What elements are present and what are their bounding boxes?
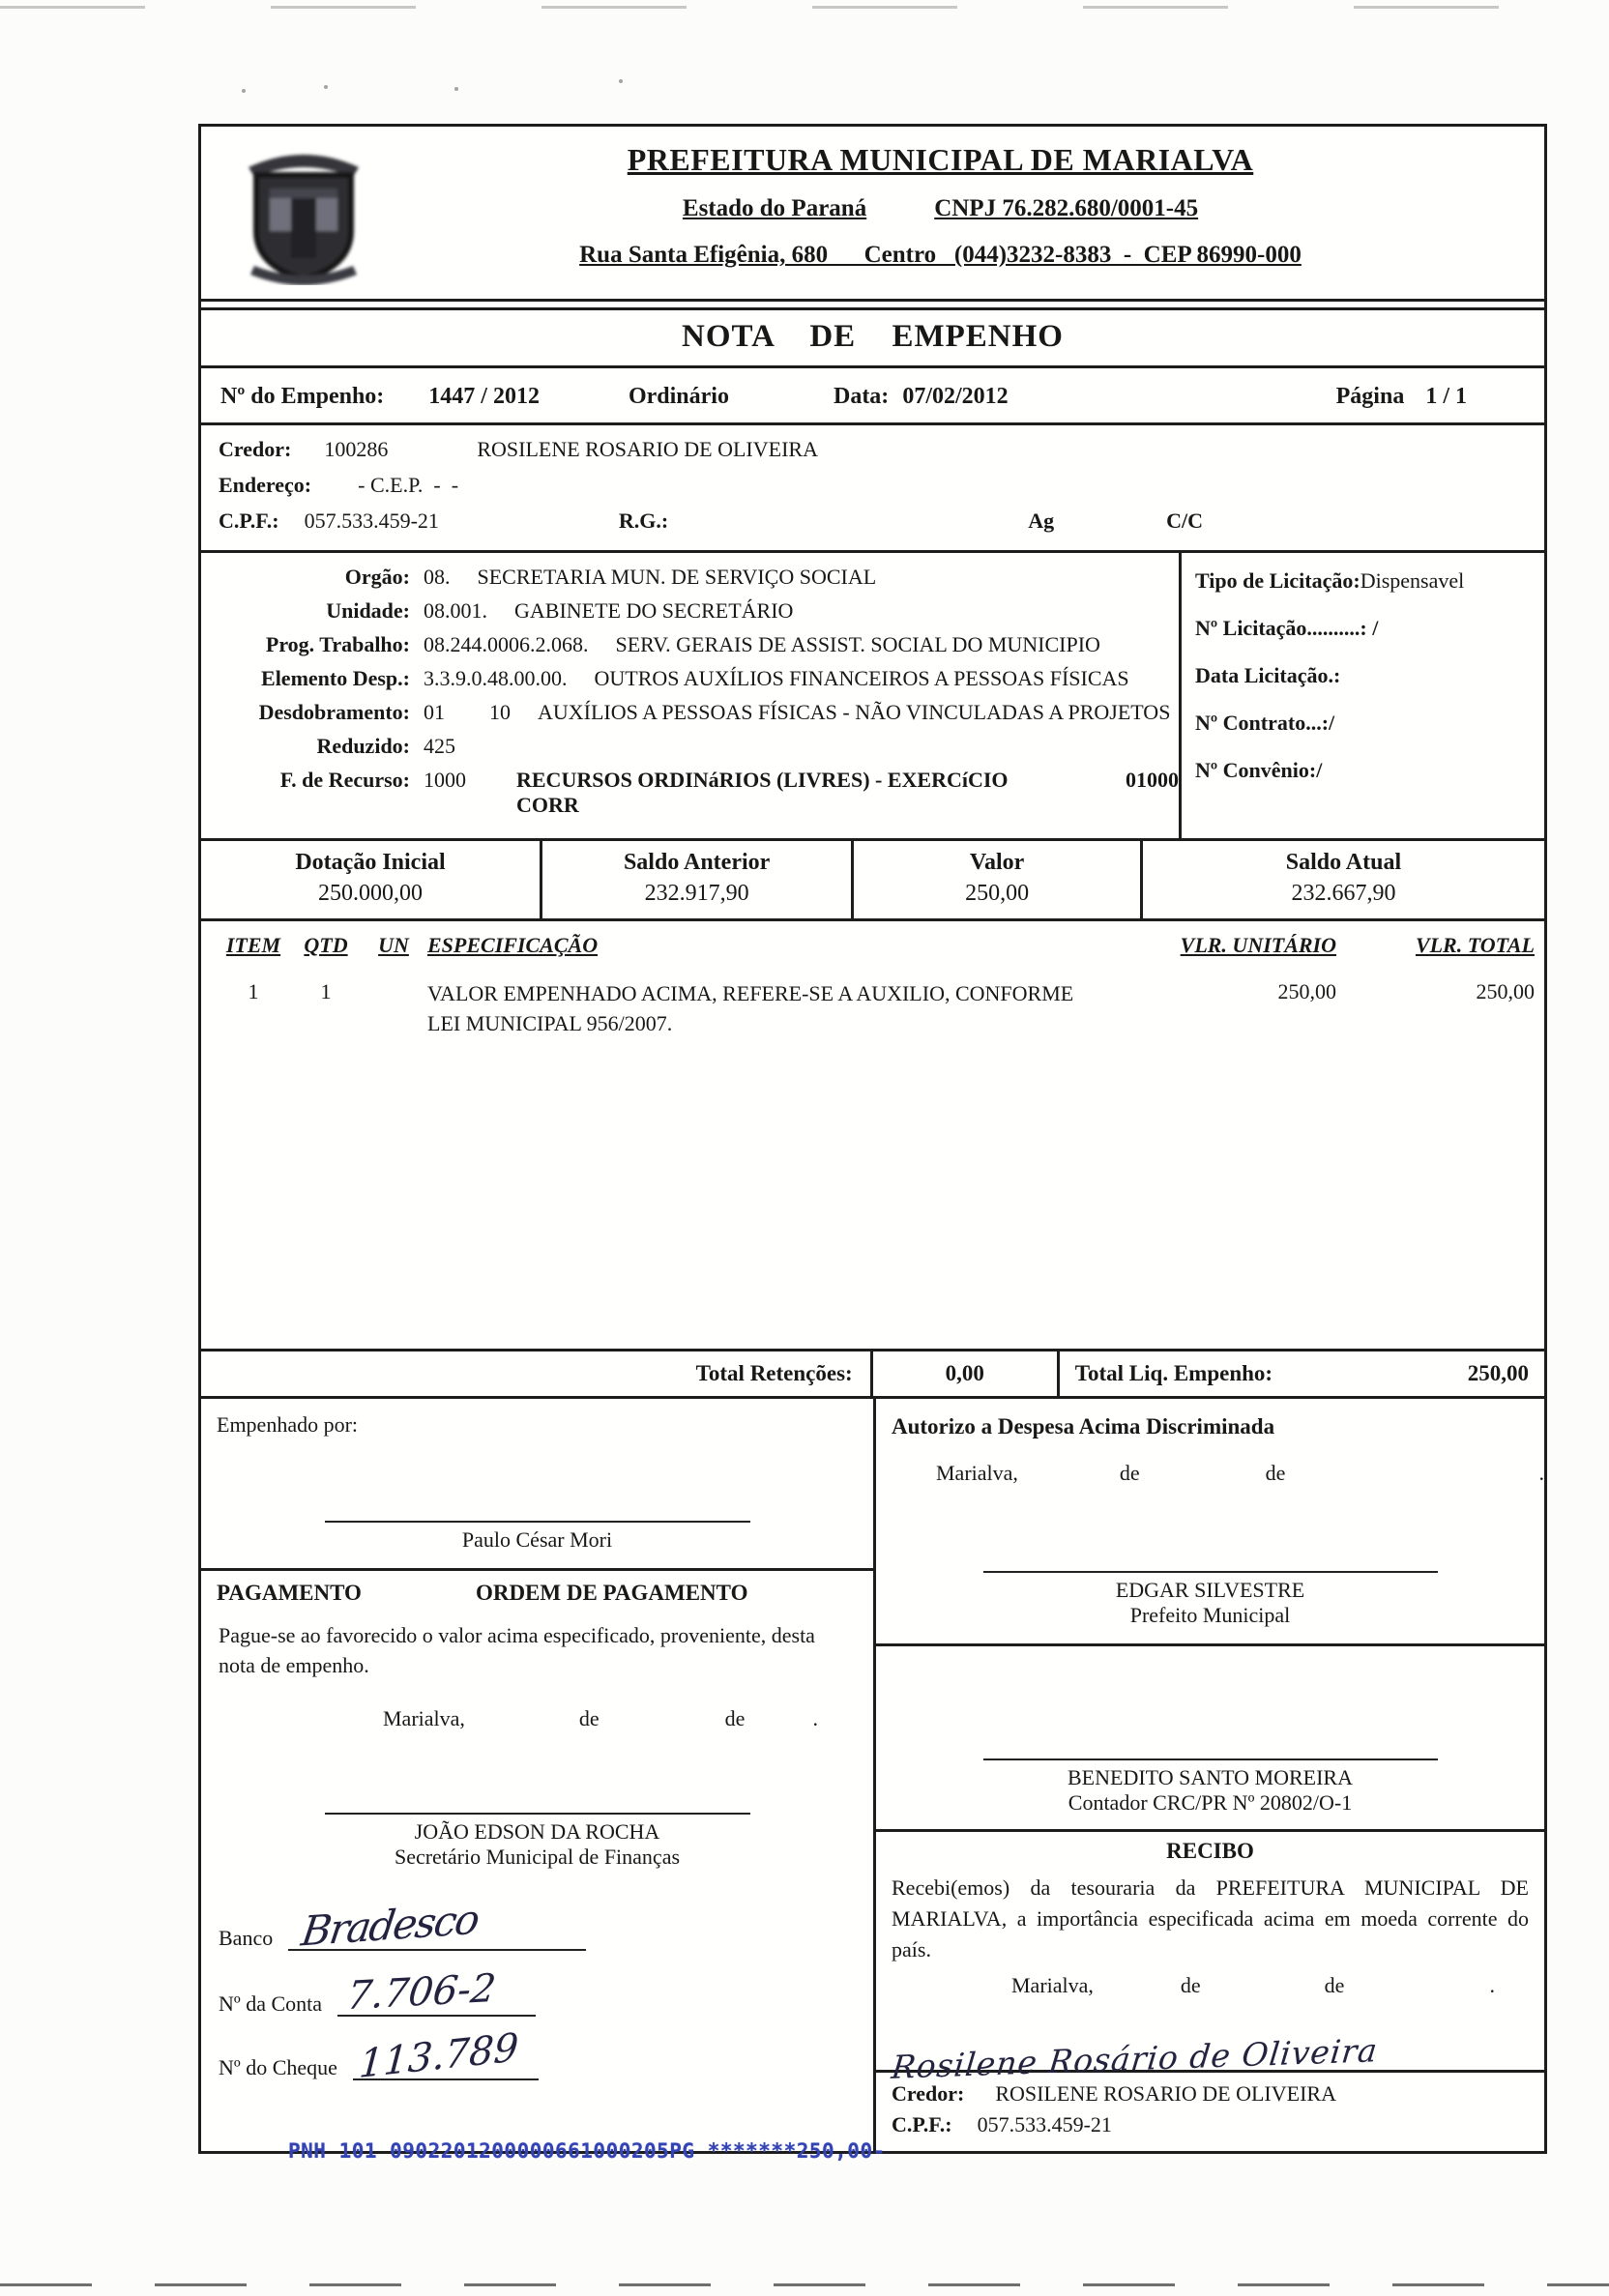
desdobramento-code1: 01	[424, 700, 445, 724]
total-retencoes-label: Total Retenções:	[695, 1361, 853, 1385]
prog-trabalho-desc: SERV. GERAIS DE ASSIST. SOCIAL DO MUNICIPIO	[615, 632, 1100, 656]
valor-label: Valor	[969, 850, 1025, 875]
orgao-label: Orgão:	[344, 565, 410, 589]
fonte-recurso-desc: RECURSOS ORDINáRIOS (LIVRES) - EXERCíCIO CORR	[516, 768, 1009, 817]
credor-signature-area	[876, 1998, 1544, 2086]
cheque-handwritten-value: 113.789	[357, 2024, 520, 2087]
orgao-desc: SECRETARIA MUN. DE SERVIÇO SOCIAL	[477, 565, 877, 589]
data-licitacao-line: Data Licitação.:	[1195, 663, 1341, 687]
period-mark: .	[1538, 1461, 1544, 1485]
de-label: de	[724, 1705, 746, 1730]
item-unit	[360, 979, 427, 1039]
de-label: de	[1265, 1461, 1286, 1485]
prog-trabalho-code: 08.244.0006.2.068.	[424, 632, 589, 656]
state-label: Estado do Paraná	[682, 195, 867, 221]
saldo-anterior-cell	[540, 841, 851, 918]
contador-title: Contador CRC/PR Nº 20802/O-1	[1068, 1790, 1353, 1815]
tipo-licitacao-label: Tipo de Licitação:	[1195, 568, 1360, 593]
cpf-label: C.P.F.:	[219, 509, 279, 533]
licitacao-box	[1179, 553, 1544, 838]
empenhado-signature-block	[325, 1521, 750, 1553]
col-especificacao-header: ESPECIFICAÇÃO	[427, 933, 599, 957]
de-label: de	[1119, 1461, 1140, 1485]
empenhado-signer-name: Paulo César Mori	[461, 1527, 613, 1552]
prog-trabalho-label: Prog. Trabalho:	[265, 632, 410, 656]
orgao-line	[205, 565, 1179, 590]
totals-row	[201, 1349, 1544, 1399]
items-table-header	[201, 921, 1544, 962]
address-label: Endereço:	[219, 473, 312, 497]
prefeito-name: EDGAR SILVESTRE	[1115, 1578, 1305, 1602]
saldo-anterior-value: 232.917,90	[644, 881, 749, 906]
rg-label: R.G.:	[618, 509, 669, 533]
tipo-licitacao-value: Dispensavel	[1360, 568, 1465, 593]
dotacao-inicial-label: Dotação Inicial	[295, 850, 446, 875]
desdobramento-label: Desdobramento:	[258, 700, 410, 724]
item-description: VALOR EMPENHADO ACIMA, REFERE-SE A AUXILIO, CONFORME LEI MUNICIPAL 956/2007.	[427, 981, 1074, 1035]
de-label: de	[1324, 1972, 1345, 1997]
cheque-row	[201, 2024, 873, 2113]
creditor-label: Credor:	[219, 437, 292, 461]
col-un-header: UN	[378, 933, 409, 957]
date-label: Data:	[833, 384, 890, 409]
unidade-desc: GABINETE DO SECRETÁRIO	[514, 598, 794, 623]
prefeito-title: Prefeito Municipal	[1129, 1603, 1291, 1627]
pagamento-text: Pague-se ao favorecido o valor acima especificado, proveniente, desta nota de empenho.	[219, 1623, 815, 1677]
contador-name: BENEDITO SANTO MOREIRA	[1068, 1765, 1353, 1789]
scan-speck	[242, 89, 246, 93]
signature-line	[325, 1813, 750, 1815]
recibo-title: RECIBO	[876, 1829, 1544, 1867]
item-qty: 1	[320, 979, 332, 1003]
creditor-code: 100286	[324, 437, 389, 461]
item-row	[201, 979, 1544, 1039]
budget-classification	[201, 553, 1544, 838]
account-label: C/C	[1166, 509, 1203, 533]
conta-write-line	[337, 1965, 536, 2019]
creditor-name: ROSILENE ROSARIO DE OLIVEIRA	[477, 437, 818, 461]
payment-column	[201, 1399, 873, 2151]
item-unit-price: 250,00	[1277, 979, 1336, 1003]
de-label: de	[578, 1705, 600, 1730]
fonte-recurso-code: 1000	[424, 768, 466, 792]
recibo-cpf-value: 057.533.459-21	[977, 2111, 1112, 2136]
reduzido-label: Reduzido:	[316, 734, 410, 758]
page-indicator	[1336, 384, 1467, 410]
desdobramento-line	[205, 700, 1179, 725]
tipo-licitacao-line	[1195, 568, 1533, 594]
contador-signature-block	[983, 1758, 1438, 1816]
machine-print-line: PNH 101 0902201200000661000205PG *******250,00-	[288, 2139, 886, 2163]
address-line: Rua Santa Efigênia, 680 Centro (044)3232-8383 - CEP 86990-000	[579, 242, 1302, 268]
city-label: Marialva,	[936, 1461, 1018, 1485]
cheque-label: Nº do Cheque	[219, 2054, 337, 2079]
address-row	[219, 473, 1527, 498]
recibo-credor-name: ROSILENE ROSARIO DE OLIVEIRA	[995, 2080, 1336, 2106]
authorization-divider	[876, 1643, 1544, 1646]
page-value: 1 / 1	[1425, 384, 1467, 409]
prefeito-signature-block	[983, 1571, 1438, 1628]
signatures-area	[201, 1399, 1544, 2151]
organization-name: PREFEITURA MUNICIPAL DE MARIALVA	[627, 142, 1254, 177]
saldo-atual-cell	[1140, 841, 1544, 918]
elemento-code: 3.3.9.0.48.00.00.	[424, 666, 568, 690]
total-liquido-label: Total Liq. Empenho:	[1074, 1361, 1273, 1385]
credor-handwritten-signature: Rosilene Rosário de Oliveira	[890, 2030, 1380, 2086]
col-vlr-total-header: VLR. TOTAL	[1415, 933, 1535, 957]
empenho-number-row	[201, 368, 1544, 425]
col-item-header: ITEM	[225, 933, 281, 957]
banco-handwritten-value: Bradesco	[298, 1894, 482, 1956]
empenho-type: Ordinário	[628, 384, 729, 409]
autorizo-title: Autorizo a Despesa Acima Discriminada	[892, 1414, 1275, 1439]
conta-handwritten-value: 7.706-2	[344, 1965, 499, 2019]
empenho-number: 1447 / 2012	[428, 384, 540, 409]
document-title: NOTA DE EMPENHO	[201, 307, 1544, 368]
cpf-value: 057.533.459-21	[304, 509, 439, 533]
valor-cell	[851, 841, 1140, 918]
empenho-number-label: Nº do Empenho:	[220, 384, 385, 409]
period-mark: .	[1489, 1972, 1495, 1997]
page-label: Página	[1335, 384, 1405, 409]
item-total: 250,00	[1476, 979, 1535, 1003]
prog-trabalho-line	[205, 632, 1179, 657]
left-city-date-line	[201, 1681, 873, 1731]
header-line2	[391, 195, 1490, 222]
signature-line	[325, 1521, 750, 1523]
header-text	[391, 138, 1529, 285]
reduzido-code: 425	[424, 734, 455, 758]
total-liquido-value: 250,00	[1467, 1361, 1529, 1385]
saldo-atual-label: Saldo Atual	[1285, 850, 1402, 875]
right-city-date-line-1	[876, 1439, 1544, 1486]
banco-label: Banco	[219, 1925, 274, 1950]
col-qtd-header: QTD	[304, 933, 348, 957]
authorization-column	[873, 1399, 1544, 2151]
scan-edge-dash-bottom	[0, 2283, 1609, 2286]
banco-row	[201, 1894, 873, 1956]
agency-label: Ag	[1028, 509, 1055, 533]
de-label: de	[1180, 1972, 1201, 1997]
conta-row	[201, 1965, 873, 2019]
signature-line	[983, 1571, 1438, 1573]
total-liquido-cell	[1057, 1351, 1544, 1396]
pagamento-label: PAGAMENTO	[217, 1581, 362, 1605]
fonte-recurso-code2: 01000	[1126, 768, 1179, 792]
items-table-body	[201, 962, 1544, 1349]
scan-speck	[619, 79, 623, 83]
saldo-anterior-label: Saldo Anterior	[623, 850, 771, 875]
classification-left	[201, 553, 1179, 838]
elemento-desc: OUTROS AUXÍLIOS FINANCEIROS A PESSOAS FÍSICAS	[594, 666, 1129, 690]
orgao-code: 08.	[424, 565, 451, 589]
banco-write-line	[288, 1894, 586, 1956]
right-city-date-line-2	[876, 1965, 1544, 1998]
cnpj-label: CNPJ 76.282.680/0001-45	[934, 195, 1199, 221]
total-retencoes-value: 0,00	[870, 1351, 1057, 1396]
elemento-label: Elemento Desp.:	[261, 666, 410, 690]
signature-line	[983, 1758, 1438, 1760]
cpf-row	[219, 509, 1527, 534]
amounts-table	[201, 838, 1544, 921]
creditor-row	[219, 437, 1527, 462]
conta-label: Nº da Conta	[219, 1991, 323, 2016]
unidade-label: Unidade:	[326, 598, 410, 623]
fonte-recurso-line	[205, 768, 1179, 818]
nota-de-empenho-document	[198, 124, 1547, 2154]
scan-speck	[324, 85, 328, 89]
secretario-name: JOÃO EDSON DA ROCHA	[414, 1818, 660, 1844]
reduzido-line	[205, 734, 1179, 759]
valor-value: 250,00	[965, 881, 1030, 906]
dotacao-inicial-cell	[201, 841, 540, 918]
recibo-text: Recebi(emos) da tesouraria da PREFEITURA MUNICIPAL DE MARIALVA, a importância especificada acima em moeda corrente do país.	[892, 1875, 1529, 1962]
document-header	[201, 127, 1544, 302]
creditor-block	[201, 425, 1544, 553]
city-label: Marialva,	[383, 1705, 465, 1730]
recibo-cpf-row	[876, 2107, 1544, 2151]
unidade-code: 08.001.	[424, 598, 487, 623]
item-number: 1	[248, 979, 259, 1003]
col-vlr-unitario-header: VLR. UNITÁRIO	[1180, 933, 1336, 957]
contrato-line: Nº Contrato...:/	[1195, 711, 1335, 735]
period-mark: .	[812, 1705, 818, 1730]
num-licitacao-line: Nº Licitação..........: /	[1195, 616, 1379, 640]
coat-of-arms-icon	[235, 138, 372, 285]
city-label: Marialva,	[1011, 1972, 1094, 1997]
scan-speck	[454, 87, 458, 91]
coat-of-arms-logo	[217, 138, 391, 285]
pagamento-header	[201, 1571, 873, 1606]
recibo-cpf-label: C.P.F.:	[892, 2111, 952, 2136]
convenio-line: Nº Convênio:/	[1195, 758, 1323, 782]
elemento-line	[205, 666, 1179, 691]
unidade-line	[205, 598, 1179, 624]
secretario-signature-block	[325, 1813, 750, 1870]
saldo-atual-value: 232.667,90	[1291, 881, 1396, 906]
secretario-title: Secretário Municipal de Finanças	[394, 1844, 681, 1869]
ordem-pagamento-label: ORDEM DE PAGAMENTO	[475, 1581, 748, 1605]
desdobramento-desc: AUXÍLIOS A PESSOAS FÍSICAS - NÃO VINCULADAS A PROJETOS	[538, 700, 1171, 724]
cheque-write-line	[353, 2024, 539, 2087]
desdobramento-code2: 10	[489, 700, 511, 724]
recibo-credor-label: Credor:	[892, 2080, 965, 2106]
scan-edge-dash-top	[0, 6, 1609, 9]
address-value: - C.E.P. - -	[358, 473, 459, 497]
empenhado-por-label: Empenhado por:	[217, 1412, 359, 1437]
date-value: 07/02/2012	[902, 384, 1009, 409]
dotacao-inicial-value: 250.000,00	[318, 881, 423, 906]
fonte-recurso-label: F. de Recurso:	[279, 768, 410, 792]
